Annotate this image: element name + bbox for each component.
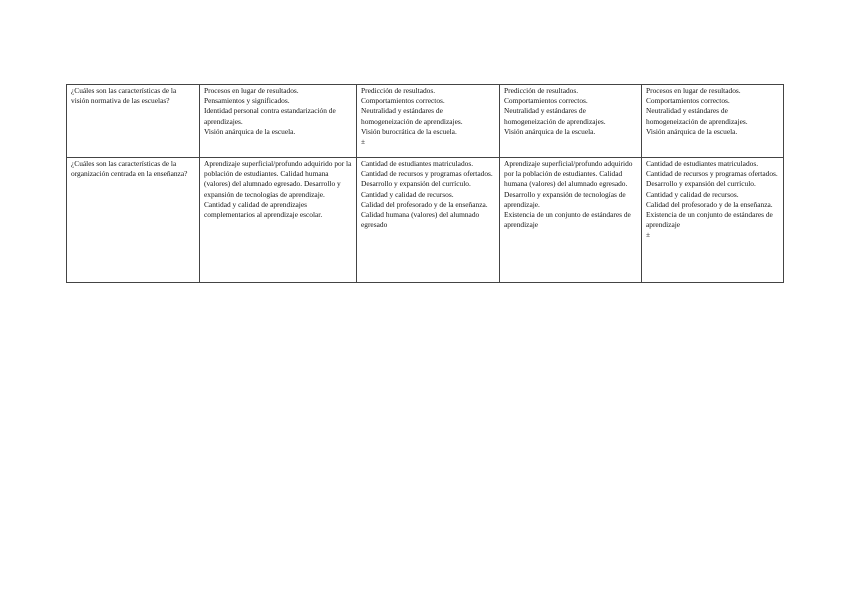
cell-line: Desarrollo y expansión del currículo. — [646, 179, 756, 189]
cell-line: Calidad del profesorado y de la enseñanza. — [361, 199, 488, 209]
cell-line: Aprendizaje superficial/profundo adquirido por la población de estudiantes. Calidad humana (valores) del alumnado egresado. Desarrollo y expansión de tecnologías de aprendizaje. — [204, 159, 352, 199]
cell-line: Cantidad y calidad de recursos. — [361, 189, 454, 199]
cell-line: Neutralidad y estándares de homogeneización de aprendizajes. — [504, 106, 606, 126]
cell-line: Cantidad de estudiantes matriculados. — [361, 159, 474, 168]
comparison-table — [66, 84, 784, 283]
question-cell — [67, 85, 200, 158]
cell-line: Procesos en lugar de resultados. — [646, 86, 741, 95]
cell-line: Cantidad de recursos y programas ofertados. — [646, 169, 778, 179]
question-text: ¿Cuáles son las características de la visión normativa de las escuelas? — [71, 86, 177, 106]
answer-cell — [500, 158, 642, 283]
answer-cell — [500, 85, 642, 158]
cell-line: Pensamientos y significados. — [204, 96, 290, 106]
cell-line: Neutralidad y estándares de homogeneización de aprendizajes. — [361, 106, 463, 126]
cell-line: Aprendizaje superficial/profundo adquirido por la población de estudiantes. Calidad humana (valores) del alumnado egresado. — [504, 159, 633, 189]
cell-line: Cantidad y calidad de recursos. — [646, 189, 739, 199]
cell-line: Cantidad de estudiantes matriculados. — [646, 159, 759, 168]
cell-line: Predicción de resultados. — [361, 86, 436, 95]
cell-line: Cantidad y calidad de aprendizajes complementarios al aprendizaje escolar. — [204, 199, 323, 220]
cell-line: Visión anárquica de la escuela. — [646, 126, 738, 136]
cell-line: Cantidad de recursos y programas ofertados. — [361, 169, 493, 179]
cell-line: Visión burocrática de la escuela. — [361, 126, 457, 136]
cell-line: Visión anárquica de la escuela. — [204, 126, 296, 136]
table-row — [67, 85, 784, 158]
cell-line: Comportamientos correctos. — [646, 96, 730, 106]
cell-line: Calidad del profesorado y de la enseñanza. — [646, 199, 773, 209]
answer-cell — [200, 85, 357, 158]
question-cell — [67, 158, 200, 283]
cell-line: Desarrollo y expansión de tecnologías de aprendizaje. — [504, 189, 626, 209]
answer-cell — [357, 158, 500, 283]
answer-cell — [200, 158, 357, 283]
cell-line: Comportamientos correctos. — [361, 96, 445, 106]
cell-line: Desarrollo y expansión del currículo. — [361, 179, 471, 189]
cell-line: Existencia de un conjunto de estándares de aprendizaje — [646, 210, 773, 230]
answer-cell — [357, 85, 500, 158]
cell-line: ± — [361, 137, 366, 147]
cell-line: Predicción de resultados. — [504, 86, 579, 95]
table-row — [67, 158, 784, 283]
cell-line: Identidad personal contra estandarización de aprendizajes. — [204, 106, 336, 126]
cell-line: Comportamientos correctos. — [504, 96, 588, 106]
cell-line: Calidad humana (valores) del alumnado egresado — [361, 210, 480, 230]
cell-line: Procesos en lugar de resultados. — [204, 86, 299, 95]
question-text: ¿Cuáles son las características de la organización centrada en la enseñanza? — [71, 159, 188, 179]
cell-line: Neutralidad y estándares de homogeneización de aprendizajes. — [646, 106, 748, 126]
answer-cell — [642, 85, 784, 158]
cell-line: Existencia de un conjunto de estándares de aprendizaje — [504, 210, 631, 230]
cell-line: ± — [646, 230, 651, 240]
cell-line: Visión anárquica de la escuela. — [504, 126, 596, 136]
answer-cell — [642, 158, 784, 283]
